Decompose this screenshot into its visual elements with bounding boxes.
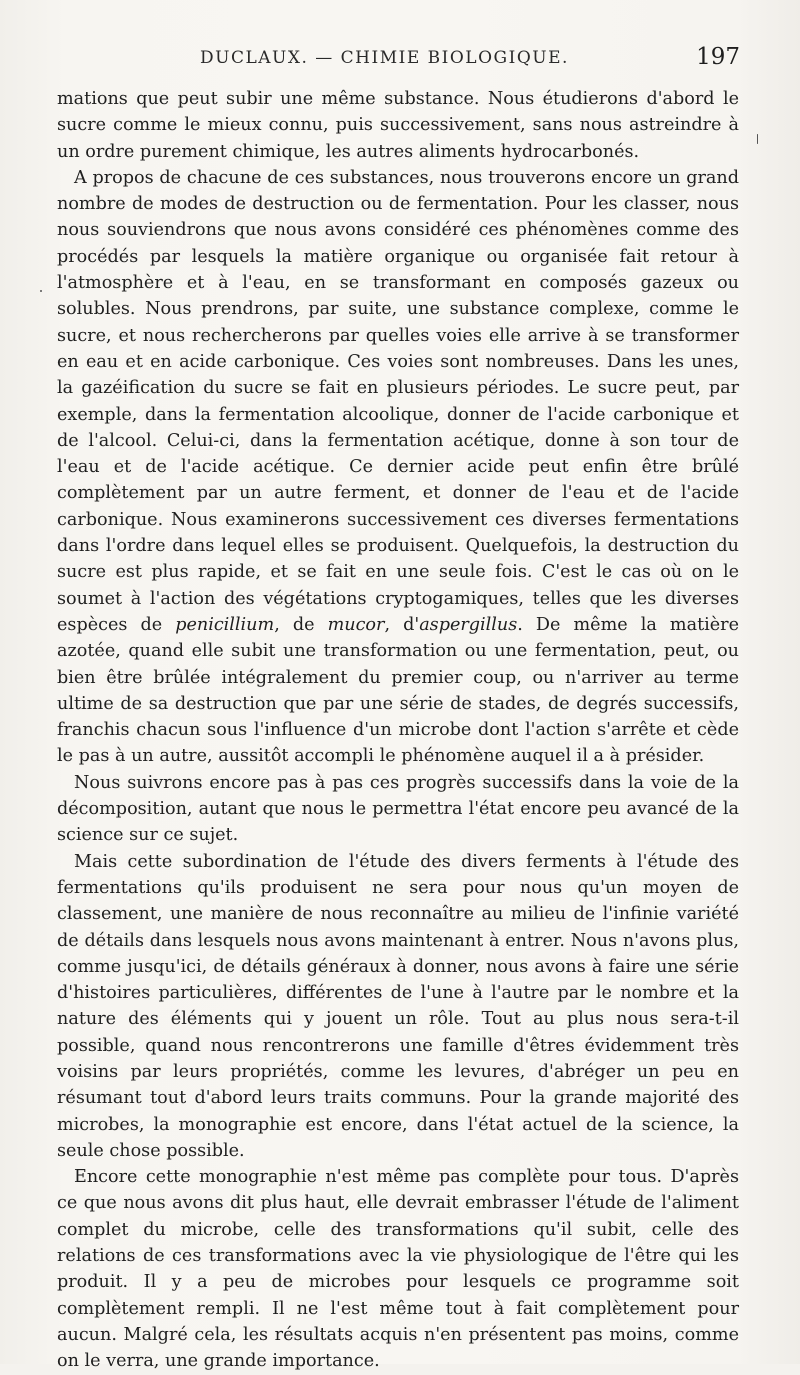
- paragraph-3: Nous suivrons encore pas à pas ces progrès successifs dans la voie de la décomposition, autant que nous le permettra l'état encore peu avancé de la science sur ce sujet.: [57, 772, 739, 846]
- page-number: 197: [696, 44, 740, 70]
- paragraph-2: [57, 165, 739, 770]
- print-speck: [757, 134, 758, 144]
- term-mucor: mucor: [327, 614, 385, 635]
- print-speck: [40, 290, 42, 292]
- term-penicillium: penicillium: [175, 614, 275, 635]
- paragraph-1: mations que peut subir une même substance. Nous étudierons d'abord le sucre comme le mieux connu, puis successivement, sans nous astreindre à un ordre purement chimique, les autres aliments hydrocarbonés.: [57, 89, 739, 162]
- paragraph-2-part-2: , de: [274, 614, 328, 635]
- body-text: [57, 86, 739, 1375]
- term-aspergillus: aspergillus: [419, 614, 518, 635]
- paragraph-5: Encore cette monographie n'est même pas complète pour tous. D'après ce que nous avons dit plus haut, elle devrait embrasser l'étude de l'aliment complet du microbe, celle des transformations qu'il subit, celle des relations de ces transformations avec la vie physiologique de l'être qui les produit. Il y a peu de microbes pour lesquels ce programme soit complètement rempli. Il ne l'est même tout à fait complètement pour aucun. Malgré cela, les résultats acquis n'en présentent pas moins, comme on le verra, une grande importance.: [57, 1167, 739, 1372]
- running-title: DUCLAUX. — CHIMIE BIOLOGIQUE.: [200, 48, 569, 68]
- paragraph-2-part-1: A propos de chacune de ces substances, nous trouverons encore un grand nombre de modes de destruction ou de fermentation. Pour les classer, nous nous souviendrons que nous avons considéré ces phénomènes comme des procédés par lesquels la matière organique ou organisée fait retour à l'atmosphère et à l'eau, en se transformant en composés gazeux ou solubles. Nous prendrons, par suite, une substance complexe, comme le sucre, et nous rechercherons par quelles voies elle arrive à se transformer en eau et en acide carbonique. Ces voies sont nombreuses. Dans les unes, la gazéification du sucre se fait en plusieurs périodes. Le sucre peut, par exemple, dans la fermentation alcoolique, donner de l'acide carbonique et de l'alcool. Celui-ci, dans la fermentation acétique, donne à son tour de l'eau et de l'acide acétique. Ce dernier acide peut enfin être brûlé complètement par un autre ferment, et donner de l'eau et de l'acide carbonique. Nous examinerons successivement ces diverses fermentations dans l'ordre dans lequel elles se produisent. Quelquefois, la destruction du sucre est plus rapide, et se fait en une seule fois. C'est le cas où on le soumet à l'action des végétations cryptogamiques, telles que les diverses espèces de: [57, 167, 739, 635]
- paragraph-4: Mais cette subordination de l'étude des divers ferments à l'étude des fermentations qu'ils produisent ne sera pour nous qu'un moyen de classement, une manière de nous reconnaître au milieu de l'infinie variété de détails dans lesquels nous avons maintenant à entrer. Nous n'avons plus, comme jusqu'ici, de détails généraux à donner, nous avons à faire une série d'histoires particulières, différentes de l'une à l'autre par le nombre et la nature des éléments qui y jouent un rôle. Tout au plus nous sera-t-il possible, quand nous rencontrerons une famille d'êtres évidemment très voisins par leurs propriétés, comme les levures, d'abréger un peu en résumant tout d'abord leurs traits communs. Pour la grande majorité des microbes, la monographie est encore, dans l'état actuel de la science, la seule chose possible.: [57, 851, 739, 1161]
- paragraph-2-part-3: , d': [384, 614, 420, 635]
- running-head: [60, 44, 740, 74]
- paragraph-2-part-4: . De même la matière azotée, quand elle subit une transformation ou une fermentation, peut, ou bien être brûlée intégralement du premier coup, ou n'arriver au terme ultime de sa destruction que par une série de stades, de degrés successifs, franchis chacun sous l'influence d'un microbe dont l'action s'arrête et cède le pas à un autre, aussitôt accompli le phénomène auquel il a à présider.: [57, 614, 739, 767]
